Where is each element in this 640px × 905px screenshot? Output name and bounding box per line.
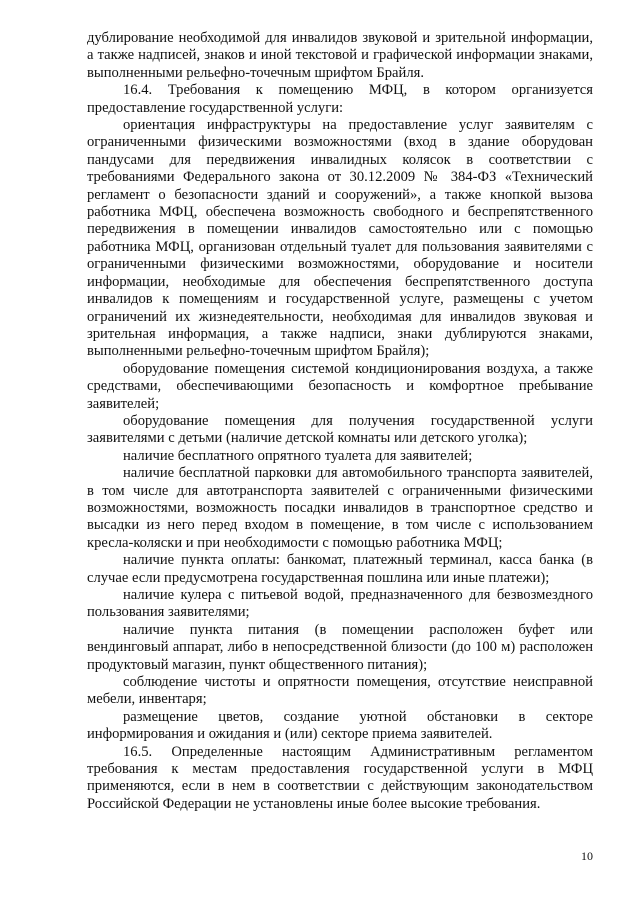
paragraph-infrastructure: ориентация инфраструктуры на предоставление услуг заявителям с ограниченными физическими возможностями (вход в здание оборудован пандусами для передвижения инвалидных колясок в соответствии с требованиями Федерального закона от 30.12.2009 № 384-ФЗ «Технический регламент о безопасности зданий и сооружений», а также кнопкой вызова работника МФЦ, обеспечена возможность свободного и беспрепятственного передвижения в помещении инвалидов самостоятельно или с помощью работника МФЦ, организован отдельный туалет для пользования заявителями с ограниченными физическими возможностями, оборудование и носители информации, необходимые для обеспечения беспрепятственного доступа инвалидов к помещениям и государственной услуге, размещены с учетом ограничений их жизнедеятельности, необходимая для инвалидов звуковая и зрительная информация, а также надписи, знаки дублируются знаками, выполненными рельефно-точечным шрифтом Брайля);	[87, 117, 593, 360]
paragraph-water-cooler: наличие кулера с питьевой водой, предназначенного для безвозмездного пользования заявителями;	[87, 587, 593, 621]
paragraph-parking: наличие бесплатной парковки для автомобильного транспорта заявителей, в том числе для автотранспорта заявителей с ограниченными физическими возможностями, возможность посадки инвалидов в транспортное средство и высадки из него перед входом в помещение, в том числе с использованием кресла-коляски и при необходимости с помощью работника МФЦ;	[87, 465, 593, 551]
paragraph-food-point: наличие пункта питания (в помещении расположен буфет или вендинговый аппарат, либо в непосредственной близости (до 100 м) расположен продуктовый магазин, пункт общественного питания);	[87, 621, 593, 673]
paragraph-toilet: наличие бесплатного опрятного туалета для заявителей;	[123, 447, 473, 464]
paragraph-cleanliness: соблюдение чистоты и опрятности помещения, отсутствие неисправной мебели, инвентаря;	[87, 674, 593, 708]
paragraph-payment-point: наличие пункта оплаты: банкомат, платежный терминал, касса банка (в случае если предусмотрена государственная пошлина или иные платежи);	[87, 552, 593, 586]
paragraph-children-room: оборудование помещения для получения государственной услуги заявителями с детьми (наличие детской комнаты или детского уголка);	[87, 412, 593, 447]
paragraph-braille-duplication: дублирование необходимой для инвалидов звуковой и зрительной информации, а также надписей, знаков и иной текстовой и графической информации знаками, выполненными рельефно-точечным шрифтом Брайля.	[87, 30, 593, 81]
paragraph-16-4-heading: 16.4. Требования к помещению МФЦ, в котором организуется предоставление государственной услуги:	[87, 82, 593, 116]
page-number: 10	[581, 849, 593, 863]
paragraph-16-5: 16.5. Определенные настоящим Административным регламентом требования к местам предоставления государственной услуги в МФЦ применяются, если в нем в соответствии с действующим законодательством Российской Федерации не установлены иные более высокие требования.	[87, 743, 593, 812]
document-body	[87, 30, 593, 813]
paragraph-air-conditioning: оборудование помещения системой кондиционирования воздуха, а также средствами, обеспечивающими безопасность и комфортное пребывание заявителей;	[87, 360, 593, 412]
paragraph-flowers: размещение цветов, создание уютной обстановки в секторе информирования и ожидания и (или) секторе приема заявителей.	[87, 708, 593, 743]
